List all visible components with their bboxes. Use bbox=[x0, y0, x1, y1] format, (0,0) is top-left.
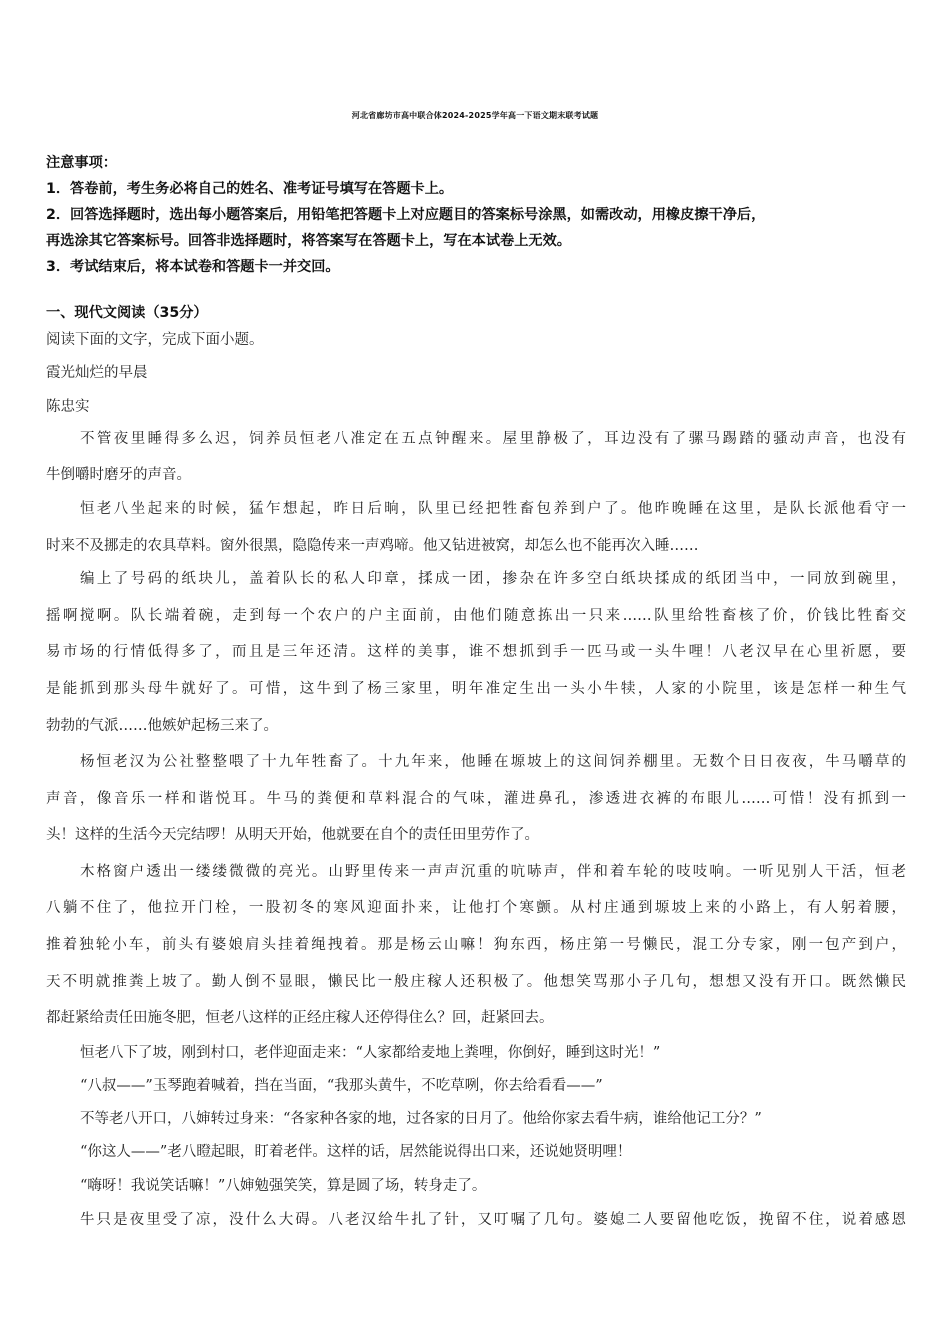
notice-line: 3．考试结束后，将本试卷和答题卡一并交回。 bbox=[46, 259, 340, 275]
body-line: 牛只是夜里受了凉，没什么大碍。八老汉给牛扎了针，又叮嘱了几句。婆媳二人要留他吃饭，挽留不住，说着感恩 bbox=[80, 1212, 906, 1228]
body-line: 天不明就推粪上坡了。勤人倒不显眼，懒民比一般庄稼人还积极了。他想笑骂那小子几句，想想又没有开口。既然懒民 bbox=[46, 974, 906, 990]
notice-line: 1．答卷前，考生务必将自己的姓名、准考证号填写在答题卡上。 bbox=[46, 181, 454, 197]
body-line: 木格窗户透出一缕缕微微的亮光。山野里传来一声声沉重的吭哧声，伴和着车轮的吱吱响。一听见别人干活，恒老 bbox=[80, 864, 906, 880]
section-heading: 一、现代文阅读（35分） bbox=[46, 305, 208, 321]
section-instruction: 阅读下面的文字，完成下面小题。 bbox=[46, 332, 264, 348]
body-line: 牛倒嚼时磨牙的声音。 bbox=[46, 467, 191, 483]
body-line: 是能抓到那头母牛就好了。可惜，这牛到了杨三家里，明年准定生出一头小牛犊，人家的小院里，该是怎样一种生气 bbox=[46, 681, 906, 697]
body-line: “八叔——”玉琴跑着喊着，挡在当面，“我那头黄牛，不吃草咧，你去给看看——” bbox=[80, 1078, 603, 1094]
body-line: 易市场的行情低得多了，而且是三年还清。这样的美事，谁不想抓到手一匹马或一头牛哩！八老汉早在心里祈愿，要 bbox=[46, 644, 906, 660]
body-line: 不等老八开口，八婶转过身来：“各家种各家的地，过各家的日月了。他给你家去看牛病，谁给他记工分？” bbox=[80, 1111, 762, 1127]
body-line: 摇啊搅啊。队长端着碗，走到每一个农户的户主面前，由他们随意拣出一只来……队里给牲畜核了价，价钱比牲畜交 bbox=[46, 608, 906, 624]
document-title: 河北省廊坊市高中联合体2024-2025学年高一下语文期末联考试题 bbox=[351, 111, 599, 120]
body-line: 头！这样的生活今天完结啰！从明天开始，他就要在自个的责任田里劳作了。 bbox=[46, 827, 539, 843]
notice-line: 再选涂其它答案标号。回答非选择题时，将答案写在答题卡上，写在本试卷上无效。 bbox=[46, 233, 571, 249]
body-line: 恒老八坐起来的时候，猛乍想起，昨日后晌，队里已经把牲畜包养到户了。他昨晚睡在这里，是队长派他看守一 bbox=[80, 501, 906, 517]
body-line: 时来不及挪走的农具草料。窗外很黑，隐隐传来一声鸡啼。他又钻进被窝，却怎么也不能再次入睡…… bbox=[46, 538, 699, 554]
body-line: “嗨呀！我说笑话嘛！”八婶勉强笑笑，算是圆了场，转身走了。 bbox=[80, 1178, 487, 1194]
body-line: 推着独轮小车，前头有婆娘肩头挂着绳拽着。那是杨云山嘛！狗东西，杨庄第一号懒民，混工分专家，刚一包产到户， bbox=[46, 937, 906, 953]
body-line: 编上了号码的纸块儿，盖着队长的私人印章，揉成一团，掺杂在许多空白纸块揉成的纸团当中，一同放到碗里， bbox=[80, 571, 906, 587]
body-line: 不管夜里睡得多么迟，饲养员恒老八准定在五点钟醒来。屋里静极了，耳边没有了骡马踢踏的骚动声音，也没有 bbox=[80, 431, 906, 447]
body-line: “你这人——”老八瞪起眼，盯着老伴。这样的话，居然能说得出口来，还说她贤明哩！ bbox=[80, 1144, 632, 1160]
notice-heading: 注意事项： bbox=[46, 155, 117, 171]
body-line: 都赶紧给责任田施冬肥，恒老八这样的正经庄稼人还停得住么？回，赶紧回去。 bbox=[46, 1010, 554, 1026]
article-title: 霞光灿烂的早晨 bbox=[46, 365, 148, 381]
body-line: 杨恒老汉为公社整整喂了十九年牲畜了。十九年来，他睡在塬坡上的这间饲养棚里。无数个日日夜夜，牛马嚼草的 bbox=[80, 754, 906, 770]
body-line: 勃勃的气派……他嫉妒起杨三来了。 bbox=[46, 718, 278, 734]
body-line: 恒老八下了坡，刚到村口，老伴迎面走来：“人家都给麦地上粪哩，你倒好，睡到这时光！” bbox=[80, 1045, 661, 1061]
body-line: 八躺不住了，他拉开门栓，一股初冬的寒风迎面扑来，让他打个寒颤。从村庄通到塬坡上来的小路上，有人躬着腰， bbox=[46, 900, 906, 916]
body-line: 声音，像音乐一样和谐悦耳。牛马的粪便和草料混合的气味，灌进鼻孔，渗透进衣裤的布眼儿……可惜！没有抓到一 bbox=[46, 791, 906, 807]
article-author: 陈忠实 bbox=[46, 399, 90, 415]
notice-line: 2．回答选择题时，选出每小题答案后，用铅笔把答题卡上对应题目的答案标号涂黑，如需改动，用橡皮擦干净后， bbox=[46, 207, 766, 223]
